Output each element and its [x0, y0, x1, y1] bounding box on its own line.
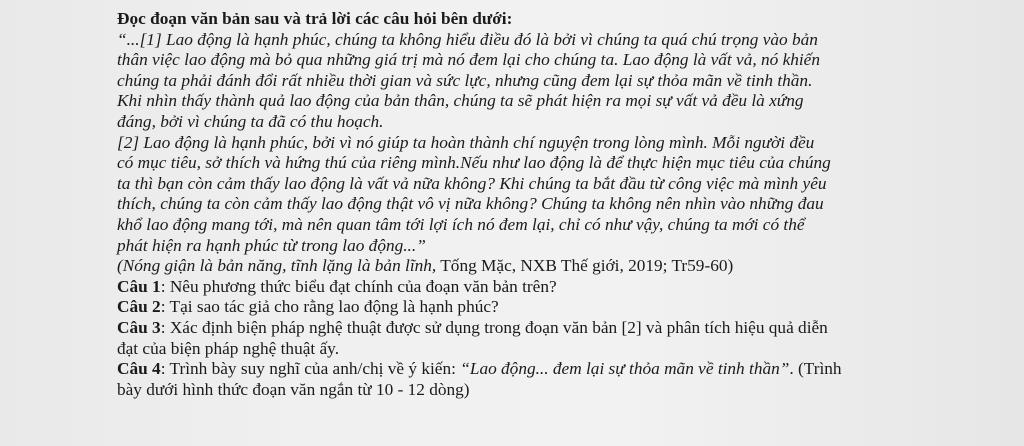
passage-line: khổ lao động mang tới, mà nên quan tâm tới lợi ích nó đem lại, chỉ có như vậy, chúng ta mới có thể — [117, 214, 805, 234]
source-publication-info: Tống Mặc, NXB Thế giới, 2019; Tr59-60) — [436, 256, 734, 276]
question-label: Câu 1 — [117, 276, 161, 296]
question-3 — [117, 318, 957, 359]
question-text: : Nêu phương thức biểu đạt chính của đoạn văn bản trên? — [160, 276, 557, 296]
passage-line: đáng, bởi vì chúng ta đã có thu hoạch. — [117, 111, 384, 131]
question-text: : Trình bày suy nghĩ của anh/chị về ý kiến: — [160, 359, 461, 379]
exercise-heading: Đọc đoạn văn bản sau và trả lời các câu hỏi bên dưới: — [117, 9, 513, 28]
passage-paragraph-1 — [117, 30, 957, 133]
reading-exercise — [117, 9, 957, 400]
passage-line: ta thì bạn còn cảm thấy lao động là vất vả nữa không? Khi chúng ta bắt đầu từ công việc mà mình yêu — [117, 173, 827, 193]
question-line — [117, 359, 957, 380]
source-citation — [117, 256, 957, 277]
passage-line: Khi nhìn thấy thành quả lao động của bản thân, chúng ta sẽ phát hiện ra mọi sự vất vả đều là xứng — [117, 91, 804, 111]
question-text-continued: đạt của biện pháp nghệ thuật ấy. — [117, 338, 340, 358]
passage — [117, 30, 957, 257]
question-text: : Xác định biện pháp nghệ thuật được sử dụng trong đoạn văn bản [2] và phân tích hiệu quả diễn — [160, 317, 828, 337]
question-1 — [117, 277, 957, 298]
question-4 — [117, 359, 957, 400]
question-label: Câu 4 — [117, 359, 161, 379]
passage-line: [2] Lao động là hạnh phúc, bởi vì nó giúp ta hoàn thành chí nguyện trong lòng mình. Mỗi người đều — [117, 132, 815, 152]
question-line — [117, 318, 957, 339]
question-text-continued: bày dưới hình thức đoạn văn ngắn từ 10 - 12 dòng) — [117, 379, 470, 399]
passage-line: chúng ta phải đánh đổi rất nhiều thời gian và sức lực, nhưng cũng đem lại sự thỏa mãn về tinh thần. — [117, 70, 813, 90]
source-book-title: (Nóng giận là bản năng, tĩnh lặng là bản lĩnh, — [117, 256, 437, 276]
passage-paragraph-2 — [117, 133, 957, 257]
passage-line: thân việc lao động mà bỏ qua những giá trị mà nó đem lại cho chúng ta. Lao động là vất vả, nó khiến — [117, 50, 820, 70]
question-text: : Tại sao tác giả cho rằng lao động là hạnh phúc? — [160, 297, 499, 317]
question-label: Câu 2 — [117, 297, 161, 317]
passage-line: thích, chúng ta còn cảm thấy lao động thật vô vị nữa không? Chúng ta không nên nhìn vào những đau — [117, 194, 824, 214]
passage-line: phát hiện ra hạnh phúc từ trong lao động...” — [117, 235, 426, 255]
passage-line: có mục tiêu, sở thích và hứng thú của riêng mình.Nếu như lao động là để thực hiện mục tiêu của chúng — [117, 153, 831, 173]
question-2 — [117, 297, 957, 318]
passage-line: “...[1] Lao động là hạnh phúc, chúng ta không hiểu điều đó là bởi vì chúng ta quá chú trọng vào bản — [117, 29, 818, 49]
question-label: Câu 3 — [117, 317, 161, 337]
question-quote: “Lao động... đem lại sự thỏa mãn về tinh thần” — [460, 359, 790, 379]
question-text-end: . (Trình — [789, 359, 842, 379]
